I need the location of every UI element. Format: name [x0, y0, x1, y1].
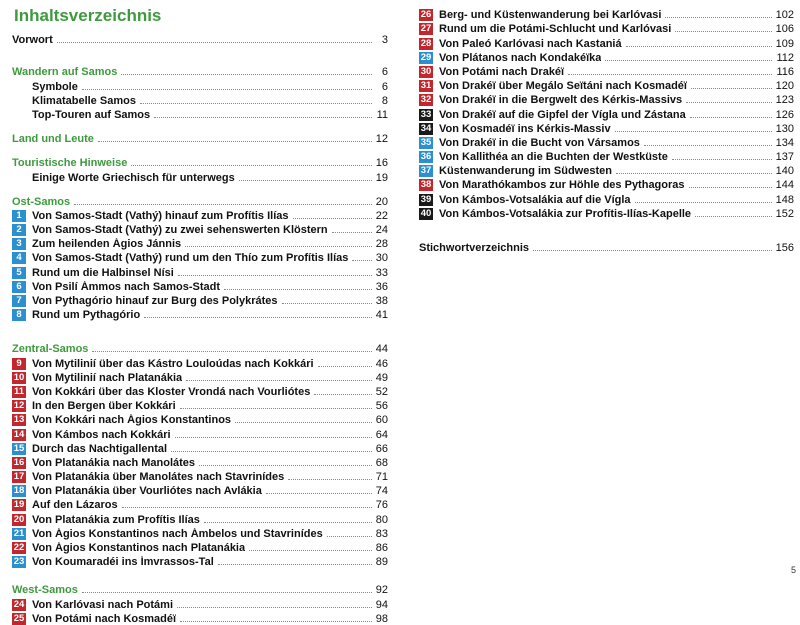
- dot-leader: [332, 232, 372, 233]
- dot-leader: [171, 451, 372, 452]
- toc-entry-tour-22: [12, 540, 388, 554]
- toc-column-left: [12, 32, 388, 625]
- toc-entry-page: 46: [375, 357, 388, 370]
- toc-entry-tour-4: [12, 250, 388, 264]
- toc-entry-page: 74: [375, 485, 388, 498]
- tour-number-badge: 26: [420, 9, 432, 21]
- toc-entry-page: 56: [375, 400, 388, 413]
- dot-leader: [178, 275, 372, 276]
- toc-entry-page: 112: [776, 51, 794, 64]
- tour-number-badge: 28: [420, 37, 432, 49]
- toc-entry-tour-26: [419, 7, 794, 21]
- toc-entry-page: 66: [375, 442, 388, 455]
- toc-entry-page: 80: [375, 513, 388, 526]
- toc-entry-page: 30: [375, 252, 388, 265]
- toc-entry-title: Touristische Hinweise: [12, 157, 128, 170]
- dot-leader: [82, 592, 372, 593]
- toc-entry-tour-38: [419, 177, 794, 191]
- toc-entry-title: Von Samos-Stadt (Vathý) hinauf zum Profítis Ilías: [32, 209, 289, 222]
- toc-entry-tour-24: [12, 596, 388, 610]
- toc-entry-page: 24: [375, 224, 388, 237]
- toc-entry-page: 6: [381, 80, 388, 93]
- toc-entry-tour-10: [12, 370, 388, 384]
- dot-leader: [686, 102, 772, 103]
- toc-entry-tour-39: [419, 191, 794, 205]
- dot-leader: [82, 89, 372, 90]
- toc-entry-tour-34: [419, 121, 794, 135]
- toc-column-right: [419, 7, 794, 254]
- dot-leader: [122, 507, 372, 508]
- toc-entry-page: 148: [775, 193, 794, 206]
- toc-entry-tour-33: [419, 106, 794, 120]
- toc-entry-title: Von Samos-Stadt (Vathý) zu zwei sehenswerten Klöstern: [32, 224, 328, 237]
- tour-number-badge: 32: [420, 94, 432, 106]
- toc-entry-page: 156: [775, 242, 794, 254]
- dot-leader: [98, 141, 372, 142]
- dot-leader: [74, 204, 372, 205]
- dot-leader: [185, 246, 372, 247]
- toc-entry-tour-12: [12, 398, 388, 412]
- dot-leader: [691, 88, 772, 89]
- dot-leader: [327, 536, 372, 537]
- tour-number-badge: 5: [12, 267, 26, 279]
- tour-number-badge: 33: [420, 108, 432, 120]
- toc-entry-tour-27: [419, 21, 794, 35]
- toc-entry-page: 106: [775, 23, 794, 36]
- toc-entry-title: Von Kámbos-Votsalákia zur Profítis-Ilías-Kapelle: [439, 207, 692, 220]
- toc-entry-title: Von Drakéï über Megálo Seïtáni nach Kosmadéï: [439, 80, 687, 93]
- toc-entry-page: 137: [775, 151, 794, 164]
- toc-entry-page: 49: [375, 371, 388, 384]
- toc-entry-tour-9: [12, 355, 388, 369]
- toc-entry-title: Rund um die Halbinsel Nísi: [32, 266, 174, 279]
- toc-entry: [12, 194, 388, 208]
- toc-entry-page: 152: [775, 207, 794, 220]
- toc-entry: [12, 155, 388, 169]
- tour-number-badge: 7: [12, 295, 26, 307]
- dot-leader: [675, 31, 771, 32]
- toc-entry-title: Von Drakéï in die Bergwelt des Kérkis-Massivs: [439, 94, 683, 107]
- dot-leader: [180, 621, 372, 622]
- toc-entry-page: 94: [375, 598, 388, 611]
- tour-number-badge: 34: [420, 122, 432, 134]
- dot-leader: [533, 250, 772, 251]
- toc-entry-title: Wandern auf Samos: [12, 66, 118, 79]
- toc-entry-page: 92: [375, 584, 388, 597]
- dot-leader: [224, 289, 372, 290]
- toc-entry-title: Auf den Lázaros: [32, 499, 118, 512]
- toc-entry-title: Zentral-Samos: [12, 343, 89, 356]
- toc-entry-title: Von Drakéï auf die Gipfel der Vígla und Zástana: [439, 108, 686, 121]
- tour-number-badge: 2: [12, 224, 26, 236]
- toc-entry-title: Vorwort: [12, 34, 53, 47]
- dot-leader: [665, 17, 771, 18]
- toc-entry-page: 36: [375, 280, 388, 293]
- tour-number-badge: 6: [12, 281, 26, 293]
- toc-entry-tour-40: [419, 206, 794, 220]
- dot-leader: [249, 550, 372, 551]
- toc-entry-tour-2: [12, 222, 388, 236]
- dot-leader: [204, 522, 372, 523]
- toc-entry-title: Berg- und Küstenwanderung bei Karlóvasi: [439, 9, 662, 22]
- toc-entry-title: Von Paleó Karlóvasi nach Kastaniá: [439, 37, 622, 50]
- tour-number-badge: 16: [13, 456, 25, 468]
- dot-leader: [177, 607, 372, 608]
- toc-entry-tour-17: [12, 469, 388, 483]
- tour-number-badge: 27: [420, 23, 432, 35]
- dot-leader: [282, 303, 372, 304]
- tour-number-badge: 17: [13, 471, 25, 483]
- dot-leader: [568, 74, 772, 75]
- toc-entry-title: Top-Touren auf Samos: [32, 108, 151, 121]
- toc-entry-title: Von Karlóvasi nach Potámi: [32, 598, 174, 611]
- toc-entry-title: Von Kámbos-Votsalákia auf die Vígla: [439, 193, 631, 206]
- dot-leader: [186, 380, 372, 381]
- toc-entry-tour-14: [12, 426, 388, 440]
- toc-entry-page: 76: [375, 499, 388, 512]
- toc-entry-page: 126: [775, 108, 794, 121]
- tour-number-badge: 39: [420, 193, 432, 205]
- dot-leader: [154, 117, 372, 118]
- toc-entry-page: 140: [775, 165, 794, 178]
- toc-entry-title: Zum heilenden Ágios Jánnis: [32, 238, 182, 251]
- toc-entry-tour-13: [12, 412, 388, 426]
- toc-entry-title: Von Koumaradéi ins Ímvrassos-Tal: [32, 556, 214, 569]
- toc-entry-page: 3: [381, 34, 388, 47]
- toc-entry-title: Von Kosmadéï ins Kérkis-Massiv: [439, 122, 611, 135]
- toc-entry-page: 102: [775, 9, 794, 22]
- toc-entry-tour-19: [12, 497, 388, 511]
- toc-entry-page: 89: [375, 556, 388, 569]
- toc-entry-title: Von Kallithéa an die Buchten der Westküste: [439, 151, 668, 164]
- toc-entry: [12, 64, 388, 78]
- toc-entry-page: 16: [375, 157, 388, 170]
- tour-number-badge: 1: [12, 210, 26, 222]
- tour-number-badge: 35: [420, 136, 432, 148]
- toc-entry-page: 38: [375, 295, 388, 307]
- toc-entry-page: 123: [775, 94, 794, 107]
- dot-leader: [605, 60, 772, 61]
- dot-leader: [199, 465, 372, 466]
- tour-number-badge: 14: [13, 428, 25, 440]
- toc-entry-title: Von Marathókambos zur Höhle des Pythagoras: [439, 179, 685, 192]
- toc-entry-title: Von Mytilinií nach Platanákia: [32, 371, 183, 384]
- tour-number-badge: 19: [13, 499, 25, 511]
- toc-entry-tour-11: [12, 384, 388, 398]
- toc-entry: [12, 93, 388, 107]
- toc-entry-tour-29: [419, 50, 794, 64]
- toc-entry-page: 22: [375, 209, 388, 222]
- toc-entry-title: Von Kokkári nach Ágios Konstantinos: [32, 414, 232, 427]
- tour-number-badge: 29: [420, 51, 432, 63]
- toc-entry-page: 86: [375, 542, 388, 554]
- toc-entry-title: Von Ágios Konstantinos nach Ámbelos und Stavrinídes: [32, 527, 323, 540]
- tour-number-badge: 20: [13, 513, 25, 525]
- dot-leader: [144, 317, 372, 318]
- toc-entry-title: Rund um Pythagório: [32, 309, 141, 322]
- toc-entry: [12, 169, 388, 183]
- toc-entry-title: Durch das Nachtigallental: [32, 442, 168, 455]
- toc-entry-title: Von Psilí Ámmos nach Samos-Stadt: [32, 280, 221, 293]
- tour-number-badge: 23: [13, 556, 25, 568]
- toc-entry-title: Von Kokkári über das Kloster Vrondá nach Vourliótes: [32, 385, 311, 398]
- tour-number-badge: 12: [13, 400, 25, 412]
- toc-entry-title: Von Platanákia über Manolátes nach Stavrinídes: [32, 471, 285, 484]
- tour-number-badge: 9: [12, 358, 26, 370]
- toc-entry-tour-3: [12, 236, 388, 250]
- toc-entry-title: Symbole: [32, 80, 78, 93]
- toc-entry-title: Von Plátanos nach Kondakéïka: [439, 51, 602, 64]
- toc-entry-page: 144: [775, 179, 794, 192]
- dot-leader: [314, 394, 371, 395]
- toc-entry-page: 19: [375, 171, 388, 184]
- dot-leader: [318, 366, 372, 367]
- dot-leader: [695, 216, 772, 217]
- toc-entry-title: Von Drakéï in die Bucht von Vársamos: [439, 136, 640, 149]
- dot-leader: [352, 260, 371, 261]
- tour-number-badge: 38: [420, 179, 432, 191]
- toc-entry-page: 68: [375, 456, 388, 469]
- toc-entry-page: 109: [775, 37, 794, 50]
- toc-entry-page: 130: [775, 122, 794, 135]
- toc-entry-page: 20: [375, 195, 388, 208]
- toc-entry-tour-37: [419, 163, 794, 177]
- toc-entry-page: 11: [376, 108, 388, 121]
- toc-entry: [12, 78, 388, 92]
- toc-entry-title: Von Kámbos nach Kokkári: [32, 428, 171, 441]
- dot-leader: [218, 564, 372, 565]
- dot-leader: [690, 117, 772, 118]
- toc-entry-title: Von Pythagório hinauf zur Burg des Polykrátes: [32, 295, 278, 307]
- toc-entry-title: Stichwortverzeichnis: [419, 242, 530, 254]
- toc-entry-title: Klimatabelle Samos: [32, 94, 136, 107]
- toc-entry-page: 41: [375, 309, 388, 322]
- toc-entry-title: Von Samos-Stadt (Vathý) rund um den Thío zum Profítis Ilías: [32, 252, 349, 265]
- toc-entry-title: Von Ágios Konstantinos nach Platanákia: [32, 542, 246, 554]
- dot-leader: [180, 408, 372, 409]
- toc-entry-tour-25: [12, 611, 388, 625]
- toc-entry-title: Ost-Samos: [12, 195, 71, 208]
- toc-entry-title: Von Mytilinií über das Kástro Louloúdas nach Kokkári: [32, 357, 314, 370]
- dot-leader: [689, 187, 772, 188]
- tour-number-badge: 11: [13, 385, 25, 397]
- toc-entry: [12, 582, 388, 596]
- toc-entry-tour-6: [12, 279, 388, 293]
- dot-leader: [672, 159, 772, 160]
- tour-number-badge: 4: [12, 252, 26, 264]
- toc-entry-page: 71: [375, 471, 388, 484]
- toc-entry-page: 98: [375, 612, 388, 625]
- toc-entry-tour-15: [12, 441, 388, 455]
- toc-entry-title: West-Samos: [12, 584, 78, 597]
- toc-entry-page: 28: [375, 238, 388, 251]
- toc-entry-title: Einige Worte Griechisch für unterwegs: [32, 171, 235, 184]
- toc-entry-title: Von Potámi nach Drakéï: [439, 65, 565, 78]
- toc-entry-page: 8: [381, 94, 388, 107]
- toc-entry-tour-31: [419, 78, 794, 92]
- toc-entry-tour-16: [12, 455, 388, 469]
- toc-entry-tour-21: [12, 526, 388, 540]
- toc-entry-tour-36: [419, 149, 794, 163]
- toc-entry-title: Von Platanákia über Vourliótes nach Avlákia: [32, 485, 262, 498]
- toc-entry: [12, 32, 388, 46]
- dot-leader: [616, 173, 772, 174]
- tour-number-badge: 24: [13, 598, 25, 610]
- tour-number-badge: 37: [420, 165, 432, 177]
- dot-leader: [266, 493, 372, 494]
- toc-entry-tour-7: [12, 293, 388, 307]
- toc-entry-page: 60: [375, 414, 388, 427]
- tour-number-badge: 25: [13, 612, 25, 624]
- tour-number-badge: 22: [13, 542, 25, 553]
- toc-entry-page: 44: [375, 343, 388, 356]
- toc-entry-title: Rund um die Potámi-Schlucht und Karlóvasi: [439, 23, 672, 36]
- dot-leader: [92, 351, 371, 352]
- dot-leader: [293, 218, 372, 219]
- dot-leader: [140, 103, 372, 104]
- toc-entry-page: 6: [381, 66, 388, 79]
- toc-entry: [12, 131, 388, 145]
- toc-entry-page: 52: [375, 385, 388, 398]
- dot-leader: [235, 422, 372, 423]
- toc-entry-tour-18: [12, 483, 388, 497]
- dot-leader: [239, 180, 372, 181]
- toc-entry-tour-28: [419, 35, 794, 49]
- toc-entry-page: 12: [375, 133, 388, 146]
- dot-leader: [615, 131, 772, 132]
- toc-entry-title: In den Bergen über Kokkári: [32, 400, 176, 413]
- toc-entry-page: 83: [375, 527, 388, 540]
- toc-entry-page: 64: [375, 428, 388, 441]
- toc-entry-tour-30: [419, 64, 794, 78]
- tour-number-badge: 21: [13, 527, 25, 539]
- toc-entry-title: Land und Leute: [12, 133, 94, 146]
- toc-entry: [419, 240, 794, 254]
- toc-entry-page: 120: [775, 80, 794, 93]
- toc-entry-tour-23: [12, 554, 388, 568]
- dot-leader: [175, 437, 372, 438]
- toc-entry-title: Von Platanákia zum Profítis Ilías: [32, 513, 200, 526]
- toc-entry-tour-32: [419, 92, 794, 106]
- tour-number-badge: 3: [12, 238, 26, 250]
- tour-number-badge: 18: [13, 485, 25, 497]
- dot-leader: [288, 479, 371, 480]
- toc-entry-title: Küstenwanderung im Südwesten: [439, 165, 612, 178]
- tour-number-badge: 31: [420, 80, 432, 92]
- toc-entry-tour-35: [419, 135, 794, 149]
- dot-leader: [131, 165, 371, 166]
- dot-leader: [57, 42, 372, 43]
- dot-leader: [121, 74, 372, 75]
- tour-number-badge: 8: [12, 309, 26, 321]
- toc-entry: [12, 341, 388, 355]
- dot-leader: [635, 202, 772, 203]
- tour-number-badge: 40: [420, 207, 432, 219]
- toc-entry-page: 33: [375, 266, 388, 279]
- toc-entry-page: 134: [775, 136, 794, 149]
- tour-number-badge: 30: [420, 65, 432, 77]
- page-number: 5: [790, 565, 796, 575]
- toc-entry-tour-20: [12, 511, 388, 525]
- toc-entry-tour-5: [12, 264, 388, 278]
- toc-entry-title: Von Potámi nach Kosmadéï: [32, 612, 177, 625]
- toc-entry-tour-8: [12, 307, 388, 321]
- tour-number-badge: 10: [13, 371, 25, 383]
- tour-number-badge: 13: [13, 414, 25, 426]
- toc-entry-tour-1: [12, 208, 388, 222]
- toc-entry: [12, 107, 388, 121]
- toc-entry-title: Von Platanákia nach Manolátes: [32, 456, 196, 469]
- dot-leader: [644, 145, 772, 146]
- tour-number-badge: 15: [13, 442, 25, 454]
- tour-number-badge: 36: [420, 151, 432, 163]
- page-title: Inhaltsverzeichnis: [14, 6, 162, 25]
- toc-entry-page: 116: [776, 65, 794, 78]
- dot-leader: [626, 46, 772, 47]
